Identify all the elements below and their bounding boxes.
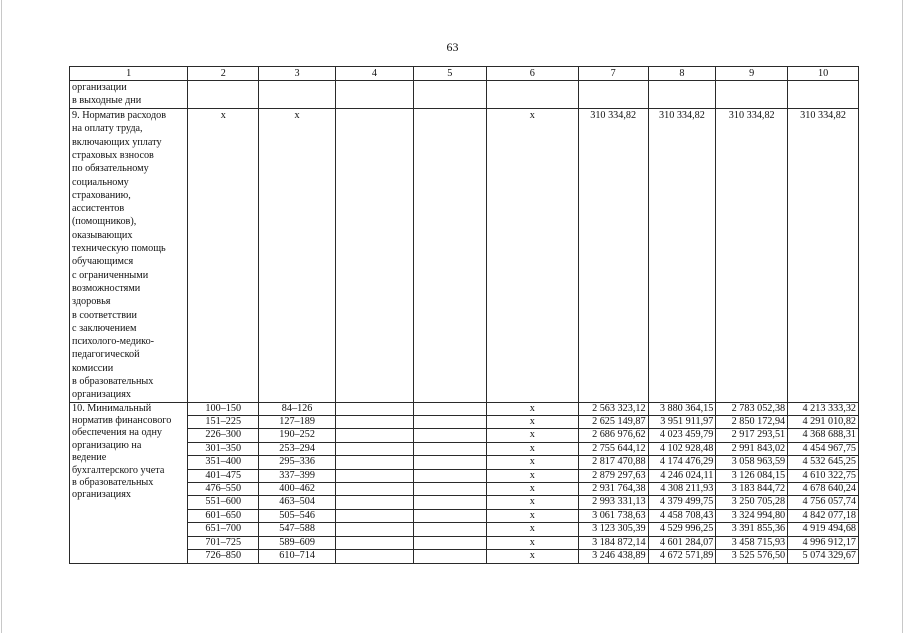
cell-c8: 4 308 211,93 [648,483,716,496]
cell-col8: 310 334,82 [648,109,716,403]
cell-col10: 310 334,82 [788,109,859,403]
cell-empty [336,442,414,455]
cell-c10: 4 842 077,18 [788,509,859,522]
cell-c2: 726–850 [188,550,259,563]
cell-c6: х [486,416,578,429]
cell-c6: х [486,509,578,522]
cell-c9: 3 183 844,72 [716,483,788,496]
cell-c7: 3 184 872,14 [578,536,648,549]
cell-c7: 2 993 331,13 [578,496,648,509]
table-row-10-bracket [70,509,859,522]
page-number: 63 [446,40,459,54]
row-label: 10. Минимальный норматив финансового обеспечения на одну организацию на ведение бухгалтерского учета в образовательных организациях [70,402,188,563]
row-label: 9. Норматив расходов на оплату труда, включающих уплату страховых взносов по обязательному социальному страхованию, ассистентов (помощников), оказывающих техническую помощь обучающимся с ограниченными возможностями здоровья в соответствии с заключением психолого-медико- педагогической комиссии в образовательных организациях [70,109,188,403]
cell-col4 [336,109,414,403]
cell-c7: 3 061 738,63 [578,509,648,522]
col-header-2: 2 [188,67,259,81]
cell-c9: 2 917 293,51 [716,429,788,442]
cell-c10: 4 213 333,32 [788,402,859,415]
cell-c2: 476–550 [188,483,259,496]
cell-c6: х [486,496,578,509]
cell-c2: 601–650 [188,509,259,522]
table-row-10-bracket [70,483,859,496]
col-header-9: 9 [716,67,788,81]
table-row-10-bracket [70,402,859,415]
cell-c6: х [486,469,578,482]
table-row-weekend-continuation [70,81,859,109]
scan-left-edge [1,0,2,633]
cell-c2: 651–700 [188,523,259,536]
cell-empty [413,469,486,482]
cell [788,81,859,109]
cell-c3: 547–588 [259,523,336,536]
cell-c10: 4 610 322,75 [788,469,859,482]
cell-c2: 701–725 [188,536,259,549]
table-row-9-assistant-wages [70,109,859,403]
cell-c7: 3 123 305,39 [578,523,648,536]
table-row-10-bracket [70,550,859,563]
cell-c3: 253–294 [259,442,336,455]
cell-c6: х [486,523,578,536]
cell-empty [336,509,414,522]
cell-c7: 2 625 149,87 [578,416,648,429]
cell-c3: 505–546 [259,509,336,522]
cell-c3: 400–462 [259,483,336,496]
cell-c10: 4 532 645,25 [788,456,859,469]
cell-c3: 610–714 [259,550,336,563]
table-row-10-bracket [70,456,859,469]
cell-c3: 84–126 [259,402,336,415]
cell-empty [336,456,414,469]
cell-c9: 2 850 172,94 [716,416,788,429]
cell-c9: 2 783 052,38 [716,402,788,415]
cell-c2: 351–400 [188,456,259,469]
cell-c10: 4 454 967,75 [788,442,859,455]
cell-empty [413,509,486,522]
cell-c9: 3 458 715,93 [716,536,788,549]
cell-col6: х [486,109,578,403]
cell [413,81,486,109]
cell-col5 [413,109,486,403]
cell-c2: 151–225 [188,416,259,429]
table-row-10-bracket [70,442,859,455]
cell-empty [336,469,414,482]
cell [578,81,648,109]
cell-empty [413,550,486,563]
cell-c8: 4 529 996,25 [648,523,716,536]
cell-empty [413,496,486,509]
cell-col7: 310 334,82 [578,109,648,403]
cell-empty [413,523,486,536]
column-number-row [70,67,859,81]
cell-c8: 4 102 928,48 [648,442,716,455]
cell [336,81,414,109]
cell-c7: 2 755 644,12 [578,442,648,455]
cell-c2: 401–475 [188,469,259,482]
cell-c10: 4 996 912,17 [788,536,859,549]
scan-right-edge [902,0,903,633]
cell-c2: 226–300 [188,429,259,442]
col-header-3: 3 [259,67,336,81]
cell-c8: 4 023 459,79 [648,429,716,442]
cell-c6: х [486,536,578,549]
cell-c3: 589–609 [259,536,336,549]
cell-empty [413,429,486,442]
cell-empty [336,536,414,549]
cell-c10: 4 291 010,82 [788,416,859,429]
cell-c6: х [486,456,578,469]
cell-empty [413,456,486,469]
cell-empty [336,523,414,536]
cell-c3: 337–399 [259,469,336,482]
cell-empty [336,429,414,442]
cell-c7: 2 563 323,12 [578,402,648,415]
cell-c10: 4 368 688,31 [788,429,859,442]
cell-c8: 3 951 911,97 [648,416,716,429]
cell-empty [413,483,486,496]
cell-c3: 463–504 [259,496,336,509]
col-header-7: 7 [578,67,648,81]
cell-c8: 4 672 571,89 [648,550,716,563]
col-header-1: 1 [70,67,188,81]
cell-c10: 4 919 494,68 [788,523,859,536]
table-row-10-bracket [70,536,859,549]
table-row-10-bracket [70,416,859,429]
cell-c9: 3 525 576,50 [716,550,788,563]
cell-c7: 2 931 764,38 [578,483,648,496]
cell-c6: х [486,402,578,415]
cell-col2: х [188,109,259,403]
cell-c8: 4 379 499,75 [648,496,716,509]
cell-c7: 2 817 470,88 [578,456,648,469]
cell [259,81,336,109]
cell-c8: 3 880 364,15 [648,402,716,415]
col-header-10: 10 [788,67,859,81]
cell-c9: 3 126 084,15 [716,469,788,482]
col-header-4: 4 [336,67,414,81]
cell-empty [336,402,414,415]
cell-c10: 4 756 057,74 [788,496,859,509]
cell-c6: х [486,550,578,563]
cell-c9: 2 991 843,02 [716,442,788,455]
cell-col3: х [259,109,336,403]
cell-c7: 3 246 438,89 [578,550,648,563]
row-label: организации в выходные дни [70,81,188,109]
cell-c6: х [486,429,578,442]
cell [486,81,578,109]
cell-c8: 4 246 024,11 [648,469,716,482]
cell-c9: 3 391 855,36 [716,523,788,536]
cell-c2: 100–150 [188,402,259,415]
table-row-10-bracket [70,469,859,482]
col-header-6: 6 [486,67,578,81]
cell-c3: 127–189 [259,416,336,429]
cell-c9: 3 058 963,59 [716,456,788,469]
table-row-10-bracket [70,523,859,536]
cell-c2: 301–350 [188,442,259,455]
table-row-10-bracket [70,429,859,442]
cell-empty [336,496,414,509]
cell-empty [413,402,486,415]
cell-c8: 4 174 476,29 [648,456,716,469]
cell-c6: х [486,442,578,455]
col-header-5: 5 [413,67,486,81]
cell-col9: 310 334,82 [716,109,788,403]
cell-c3: 190–252 [259,429,336,442]
cell-c8: 4 601 284,07 [648,536,716,549]
row-10-group [70,402,859,563]
cell [188,81,259,109]
cell-empty [413,416,486,429]
col-header-8: 8 [648,67,716,81]
cell-c10: 5 074 329,67 [788,550,859,563]
cell-c3: 295–336 [259,456,336,469]
cell-c7: 2 879 297,63 [578,469,648,482]
cell-c8: 4 458 708,43 [648,509,716,522]
cell-c6: х [486,483,578,496]
cell-empty [413,536,486,549]
cell [648,81,716,109]
financing-norms-table [69,66,859,564]
cell-c9: 3 324 994,80 [716,509,788,522]
cell-c10: 4 678 640,24 [788,483,859,496]
cell-empty [336,550,414,563]
cell-c7: 2 686 976,62 [578,429,648,442]
cell-empty [336,483,414,496]
cell-c2: 551–600 [188,496,259,509]
cell-empty [336,416,414,429]
cell-empty [413,442,486,455]
table-row-10-bracket [70,496,859,509]
cell [716,81,788,109]
cell-c9: 3 250 705,28 [716,496,788,509]
